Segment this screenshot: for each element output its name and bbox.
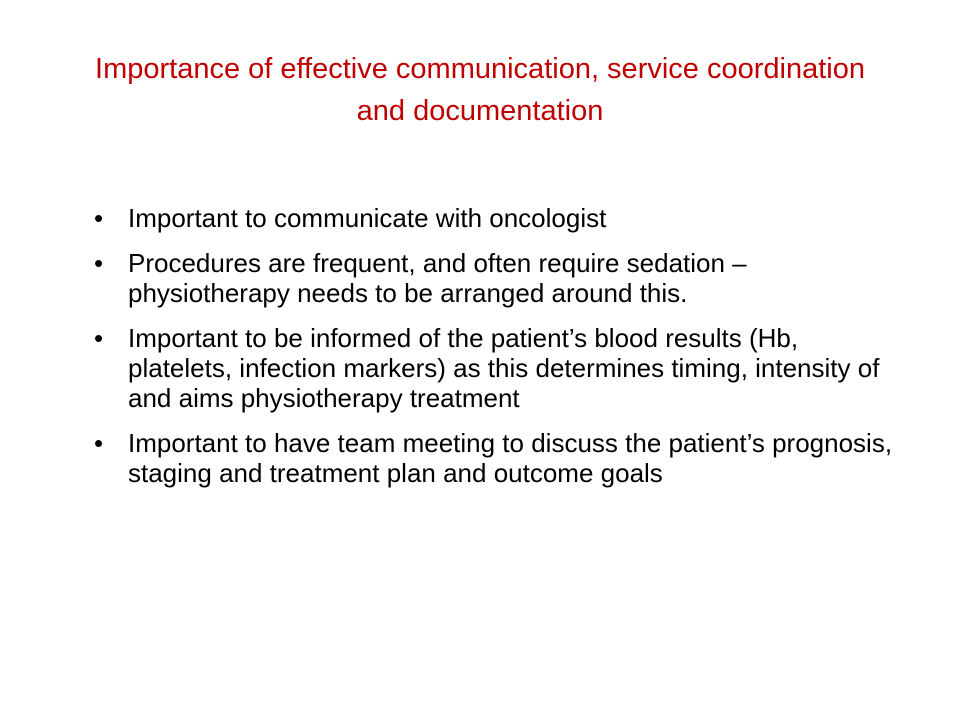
bullet-point-icon: • xyxy=(94,248,104,278)
bullet-item xyxy=(94,428,894,488)
bullet-text: Important to communicate with oncologist xyxy=(128,203,607,233)
bullet-point-icon: • xyxy=(94,203,104,233)
bullet-point-icon: • xyxy=(94,428,104,458)
bullet-text: Important to have team meeting to discuss the patient’s prognosis, staging and treatment plan and outcome goals xyxy=(128,428,893,488)
bullet-list xyxy=(94,203,894,503)
bullet-point-icon: • xyxy=(94,323,104,353)
bullet-item xyxy=(94,248,894,308)
bullet-text: Procedures are frequent, and often require sedation –physiotherapy needs to be arranged around this. xyxy=(128,248,747,308)
slide-title: Importance of effective communication, service coordination and documentation xyxy=(95,53,865,127)
bullet-item xyxy=(94,203,894,233)
bullet-item xyxy=(94,323,894,413)
bullet-text: Important to be informed of the patient’s blood results (Hb, platelets, infection markers) as this determines timing, intensity of and aims physiotherapy treatment xyxy=(128,323,880,413)
